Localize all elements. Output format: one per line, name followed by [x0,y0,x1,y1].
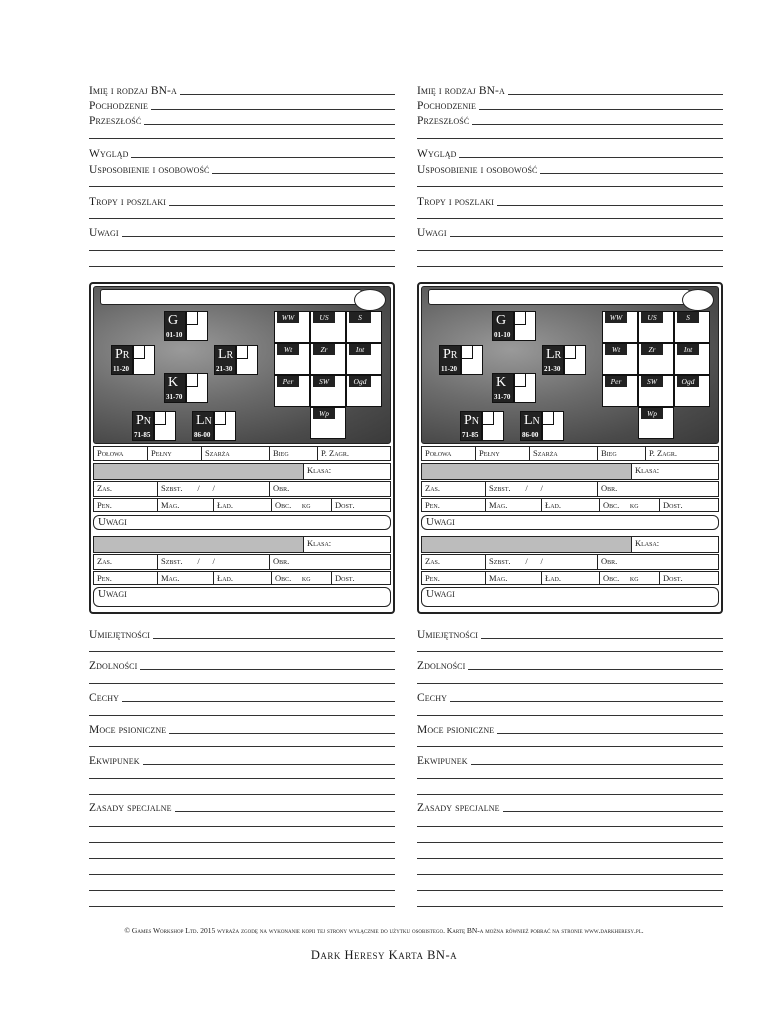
blank-line[interactable] [417,266,723,267]
name-field: Imię i rodzaj BN-a [89,83,395,97]
weapon-2-name-row [421,536,719,553]
look-field: Wygląd [89,146,395,160]
past-line[interactable] [144,124,395,125]
copyright-notice: © Games Workshop Ltd. 2015 wyraża zgodę na wykonanie kopii tej strony wyłącznie do użytku osobistego. Kartę BN-a można również pobrać na stronie www.darkheresy.pl. [124,926,644,935]
page-title: Dark Heresy Karta BN-a [310,948,458,962]
move-run[interactable]: Bieg [270,447,318,460]
char-t: Wt [602,343,638,375]
weapon-1-pen[interactable]: Pen. [422,499,486,511]
weapon-2-load[interactable]: Obc. kg [272,572,332,584]
look-line[interactable] [459,157,723,158]
move-fatigue[interactable]: P. Zagr. [649,448,678,458]
weapon-2-stats-b [93,571,391,585]
blank-line[interactable] [89,218,395,219]
hit-location-right-arm: Pr 11-20 [439,345,483,375]
blank-line[interactable] [89,874,395,875]
blank-line[interactable] [89,651,395,652]
blank-line[interactable] [417,890,723,891]
npc-card-right [417,0,723,1024]
move-full[interactable]: Pełny [148,447,202,460]
move-charge[interactable]: Szarża [530,447,598,460]
weapon-1-load[interactable]: Obc. kg [272,499,332,511]
psy-field: Moce psioniczne [89,722,395,736]
traits-field: Cechy [89,690,395,704]
blank-line[interactable] [417,715,723,716]
blank-line[interactable] [89,266,395,267]
blank-line[interactable] [89,715,395,716]
left-arm-armour-box[interactable] [236,345,258,375]
hit-location-right-leg: Pn 71-85 [132,411,176,441]
origin-line[interactable] [151,109,395,110]
notes-line[interactable] [450,236,723,237]
hit-location-body: K 31-70 [492,373,536,403]
blank-line[interactable] [89,186,395,187]
special-rules-field: Zasady specjalne [417,800,723,814]
blank-line[interactable] [417,250,723,251]
left-leg-armour-box[interactable] [214,411,236,441]
traits-field: Cechy [417,690,723,704]
weapon-1-reload[interactable]: Ład. [542,499,600,511]
weapon-1-reload[interactable]: Ład. [214,499,272,511]
char-wounds: Wp [310,407,346,439]
weapon-1-name[interactable] [94,464,304,479]
right-arm-armour-box[interactable] [133,345,155,375]
look-field: Wygląd [417,146,723,160]
psy-line[interactable] [497,733,723,734]
move-run[interactable]: Bieg [598,447,646,460]
weapon-1-notes[interactable]: Uwagi [93,515,391,530]
talents-line[interactable] [468,669,723,670]
weapon-1-class[interactable]: Klasa: [635,465,660,475]
char-s: S [674,311,710,343]
stat-block [417,282,723,614]
weapon-1-mag[interactable]: Mag. [486,499,542,511]
move-charge[interactable]: Szarża [202,447,270,460]
weapon-1-avail[interactable]: Dost. [335,500,355,510]
hit-location-left-leg: Ln 86-00 [520,411,564,441]
char-s: S [346,311,382,343]
name-line[interactable] [180,94,395,95]
weapon-2-stats-a [421,554,719,570]
gear-line[interactable] [471,764,723,765]
weapon-1-stats-b [421,498,719,512]
body-armour-box[interactable] [514,373,536,403]
blank-line[interactable] [89,794,395,795]
traits-line[interactable] [122,701,395,702]
notes-field: Uwagi [89,225,395,239]
npc-card-left [89,0,395,1024]
hit-location-right-leg: Pn 71-85 [460,411,504,441]
movement-row [93,446,391,461]
temperament-line[interactable] [212,173,395,174]
char-fel: Ogd [674,375,710,407]
blank-line[interactable] [417,746,723,747]
move-fatigue[interactable]: P. Zagr. [321,448,350,458]
hit-location-body: K 31-70 [164,373,208,403]
blank-line[interactable] [417,683,723,684]
leads-field: Tropy i poszlaki [89,194,395,208]
weapon-1-stats-a [421,481,719,497]
skills-field: Umiejętności [89,627,395,641]
wound-oval[interactable] [354,289,386,311]
body-armour-box[interactable] [186,373,208,403]
blank-line[interactable] [417,651,723,652]
blank-line[interactable] [89,683,395,684]
hit-location-head: G 01-10 [164,311,208,341]
weapon-2-class[interactable]: Klasa: [635,538,660,548]
left-leg-armour-box[interactable] [542,411,564,441]
gear-field: Ekwipunek [89,753,395,767]
psy-field: Moce psioniczne [417,722,723,736]
temperament-field: Usposobienie i osobowość [89,162,395,176]
hit-location-head: G 01-10 [492,311,536,341]
wound-oval[interactable] [682,289,714,311]
blank-line[interactable] [89,906,395,907]
weapon-2-dmg[interactable]: Zas. [94,555,158,569]
char-bs: US [638,311,674,343]
skills-line[interactable] [481,638,723,639]
char-bs: US [310,311,346,343]
weapon-2-pen-short[interactable]: Obr. [273,556,290,566]
stat-block [89,282,395,614]
hit-location-left-arm: Lr 21-30 [214,345,258,375]
weapon-1-rof[interactable]: Szbst. / / [486,482,598,496]
char-fel: Ogd [346,375,382,407]
stat-artwork [421,286,719,444]
weapon-2-pen[interactable]: Pen. [94,572,158,584]
move-half[interactable]: Połowa [94,447,148,460]
notes-line[interactable] [122,236,395,237]
char-ag: Zr [638,343,674,375]
right-leg-armour-box[interactable] [154,411,176,441]
weapon-2-stats-b [421,571,719,585]
gear-line[interactable] [143,764,395,765]
weapon-1-name[interactable] [422,464,632,479]
weapon-1-avail[interactable]: Dost. [663,500,683,510]
look-line[interactable] [131,157,395,158]
name-field: Imię i rodzaj BN-a [417,83,723,97]
special-rules-line[interactable] [503,811,723,812]
leads-field: Tropy i poszlaki [417,194,723,208]
char-wp: SW [638,375,674,407]
origin-line[interactable] [479,109,723,110]
temperament-line[interactable] [540,173,723,174]
weapon-1-mag[interactable]: Mag. [158,499,214,511]
weapon-1-stats-a [93,481,391,497]
weapon-1-pen[interactable]: Pen. [94,499,158,511]
weapon-2-reload[interactable]: Ład. [542,572,600,584]
weapon-2-dmg[interactable]: Zas. [422,555,486,569]
leads-line[interactable] [497,205,723,206]
blank-line[interactable] [89,138,395,139]
blank-line[interactable] [417,794,723,795]
past-line[interactable] [472,124,723,125]
weapon-2-pen-short[interactable]: Obr. [601,556,618,566]
notes-field: Uwagi [417,225,723,239]
left-arm-armour-box[interactable] [564,345,586,375]
hit-location-left-leg: Ln 86-00 [192,411,236,441]
char-wounds: Wp [638,407,674,439]
blank-line[interactable] [89,778,395,779]
name-line[interactable] [508,94,723,95]
weapon-2-mag[interactable]: Mag. [158,572,214,584]
weapon-2-class[interactable]: Klasa: [307,538,332,548]
temperament-field: Usposobienie i osobowość [417,162,723,176]
weapon-2-name[interactable] [94,537,304,552]
blank-line[interactable] [417,858,723,859]
char-t: Wt [274,343,310,375]
char-ws: WW [274,311,310,343]
weapon-1-pen-short[interactable]: Obr. [273,483,290,493]
weapon-1-class[interactable]: Klasa: [307,465,332,475]
weapon-2-load[interactable]: Obc. kg [600,572,660,584]
weapon-1-load[interactable]: Obc. kg [600,499,660,511]
talents-field: Zdolności [417,658,723,672]
leads-line[interactable] [169,205,395,206]
weapon-2-name[interactable] [422,537,632,552]
talents-field: Zdolności [89,658,395,672]
origin-field: Pochodzenie [417,98,723,112]
blank-line[interactable] [417,826,723,827]
weapon-2-rof[interactable]: Szbst. / / [486,555,598,569]
skills-field: Umiejętności [417,627,723,641]
blank-line[interactable] [89,250,395,251]
weapon-2-pen[interactable]: Pen. [422,572,486,584]
blank-line[interactable] [417,874,723,875]
blank-line[interactable] [417,138,723,139]
weapon-2-mag[interactable]: Mag. [486,572,542,584]
past-field: Przeszłość [89,113,395,127]
weapon-2-name-row [93,536,391,553]
char-per: Per [602,375,638,407]
stat-artwork [93,286,391,444]
weapon-2-reload[interactable]: Ład. [214,572,272,584]
right-arm-armour-box[interactable] [461,345,483,375]
npc-name-banner[interactable] [100,289,362,305]
char-ag: Zr [310,343,346,375]
head-armour-box[interactable] [186,311,208,341]
move-full[interactable]: Pełny [476,447,530,460]
weapon-1-name-row [93,463,391,480]
weapon-1-pen-short[interactable]: Obr. [601,483,618,493]
hit-location-left-arm: Lr 21-30 [542,345,586,375]
weapon-1-stats-b [93,498,391,512]
blank-line[interactable] [417,778,723,779]
blank-line[interactable] [417,186,723,187]
blank-line[interactable] [89,890,395,891]
blank-line[interactable] [417,218,723,219]
movement-row [421,446,719,461]
weapon-2-avail[interactable]: Dost. [663,573,683,583]
weapon-1-rof[interactable]: Szbst. / / [158,482,270,496]
hit-location-right-arm: Pr 11-20 [111,345,155,375]
move-half[interactable]: Połowa [422,447,476,460]
psy-line[interactable] [169,733,395,734]
past-field: Przeszłość [417,113,723,127]
talents-line[interactable] [140,669,395,670]
blank-line[interactable] [89,826,395,827]
blank-line[interactable] [89,746,395,747]
weapon-1-dmg[interactable]: Zas. [94,482,158,496]
right-leg-armour-box[interactable] [482,411,504,441]
gear-field: Ekwipunek [417,753,723,767]
weapon-1-dmg[interactable]: Zas. [422,482,486,496]
blank-line[interactable] [89,858,395,859]
origin-field: Pochodzenie [89,98,395,112]
weapon-1-name-row [421,463,719,480]
blank-line[interactable] [89,842,395,843]
char-per: Per [274,375,310,407]
weapon-2-stats-a [93,554,391,570]
weapon-1-notes[interactable]: Uwagi [421,515,719,530]
char-int: Int [346,343,382,375]
head-armour-box[interactable] [514,311,536,341]
weapon-2-avail[interactable]: Dost. [335,573,355,583]
blank-line[interactable] [417,842,723,843]
weapon-2-notes[interactable]: Uwagi [93,587,391,607]
npc-name-banner[interactable] [428,289,690,305]
char-int: Int [674,343,710,375]
blank-line[interactable] [417,906,723,907]
weapon-2-notes[interactable]: Uwagi [421,587,719,607]
weapon-2-rof[interactable]: Szbst. / / [158,555,270,569]
special-rules-field: Zasady specjalne [89,800,395,814]
char-wp: SW [310,375,346,407]
char-ws: WW [602,311,638,343]
traits-line[interactable] [450,701,723,702]
skills-line[interactable] [153,638,395,639]
special-rules-line[interactable] [175,811,395,812]
